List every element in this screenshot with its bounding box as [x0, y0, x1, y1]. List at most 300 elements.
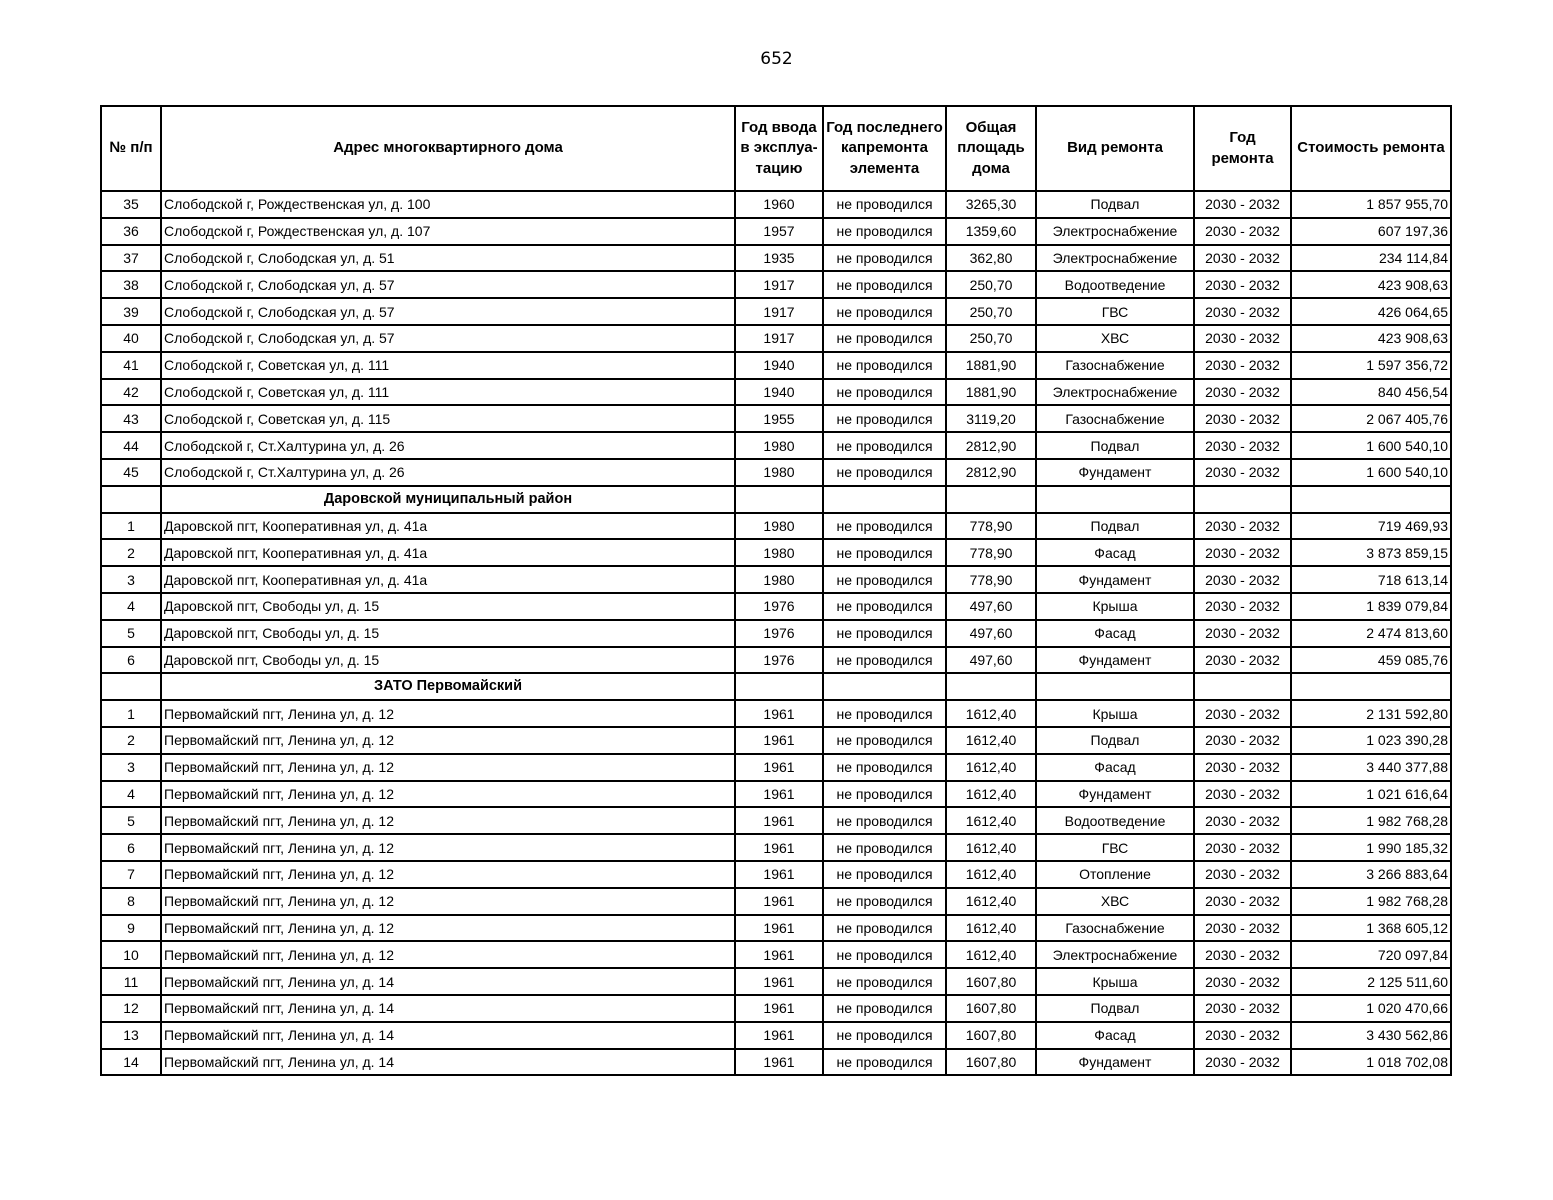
row-address: Первомайский пгт, Ленина ул, д. 12	[161, 915, 735, 942]
table-row	[101, 727, 1451, 754]
row-area: 497,60	[946, 593, 1036, 620]
row-repair-type: Водоотведение	[1036, 271, 1194, 298]
row-repair-type: Газоснабжение	[1036, 352, 1194, 379]
row-area: 497,60	[946, 620, 1036, 647]
table-row	[101, 700, 1451, 727]
row-address: Первомайский пгт, Ленина ул, д. 14	[161, 968, 735, 995]
row-address: Слободской г, Рождественская ул, д. 100	[161, 191, 735, 218]
row-last-repair: не проводился	[823, 915, 946, 942]
table-row	[101, 754, 1451, 781]
empty-cell	[735, 673, 823, 700]
table-row	[101, 539, 1451, 566]
row-address: Слободской г, Рождественская ул, д. 107	[161, 218, 735, 245]
row-area: 1612,40	[946, 727, 1036, 754]
row-year-built: 1961	[735, 888, 823, 915]
table-body	[101, 191, 1451, 1075]
row-area: 2812,90	[946, 459, 1036, 486]
row-repair-type: Подвал	[1036, 513, 1194, 540]
row-address: Слободской г, Советская ул, д. 115	[161, 405, 735, 432]
table-row	[101, 325, 1451, 352]
row-cost: 234 114,84	[1291, 245, 1451, 272]
row-address: Слободской г, Советская ул, д. 111	[161, 352, 735, 379]
row-repair-type: Фасад	[1036, 1022, 1194, 1049]
row-year-built: 1961	[735, 754, 823, 781]
row-cost: 1 597 356,72	[1291, 352, 1451, 379]
row-number: 12	[101, 995, 161, 1022]
row-number: 38	[101, 271, 161, 298]
row-cost: 1 982 768,28	[1291, 888, 1451, 915]
row-repair-period: 2030 - 2032	[1194, 647, 1291, 674]
row-address: Слободской г, Слободская ул, д. 57	[161, 325, 735, 352]
table-row	[101, 620, 1451, 647]
row-number: 42	[101, 379, 161, 406]
row-repair-type: ХВС	[1036, 325, 1194, 352]
row-cost: 720 097,84	[1291, 941, 1451, 968]
row-number: 41	[101, 352, 161, 379]
row-repair-period: 2030 - 2032	[1194, 432, 1291, 459]
row-area: 1607,80	[946, 968, 1036, 995]
row-repair-period: 2030 - 2032	[1194, 271, 1291, 298]
table-row	[101, 593, 1451, 620]
row-last-repair: не проводился	[823, 405, 946, 432]
section-row	[101, 673, 1451, 700]
row-cost: 1 982 768,28	[1291, 807, 1451, 834]
row-last-repair: не проводился	[823, 995, 946, 1022]
row-year-built: 1961	[735, 1049, 823, 1076]
row-repair-type: Фундамент	[1036, 647, 1194, 674]
row-repair-type: Электроснабжение	[1036, 218, 1194, 245]
row-year-built: 1917	[735, 271, 823, 298]
row-area: 1612,40	[946, 861, 1036, 888]
row-year-built: 1961	[735, 1022, 823, 1049]
row-area: 1607,80	[946, 1022, 1036, 1049]
row-area: 1607,80	[946, 995, 1036, 1022]
row-last-repair: не проводился	[823, 352, 946, 379]
row-repair-type: Фасад	[1036, 620, 1194, 647]
row-repair-period: 2030 - 2032	[1194, 888, 1291, 915]
row-area: 778,90	[946, 539, 1036, 566]
row-repair-period: 2030 - 2032	[1194, 593, 1291, 620]
header-row	[101, 106, 1451, 191]
empty-cell	[735, 486, 823, 513]
section-title: Даровской муниципальный район	[161, 486, 735, 513]
table-row	[101, 968, 1451, 995]
row-repair-period: 2030 - 2032	[1194, 245, 1291, 272]
row-address: Первомайский пгт, Ленина ул, д. 12	[161, 781, 735, 808]
row-year-built: 1957	[735, 218, 823, 245]
row-number: 3	[101, 566, 161, 593]
row-repair-period: 2030 - 2032	[1194, 191, 1291, 218]
row-repair-type: Подвал	[1036, 191, 1194, 218]
row-number: 6	[101, 834, 161, 861]
table-row	[101, 807, 1451, 834]
row-area: 1881,90	[946, 352, 1036, 379]
row-last-repair: не проводился	[823, 781, 946, 808]
row-last-repair: не проводился	[823, 325, 946, 352]
row-address: Слободской г, Ст.Халтурина ул, д. 26	[161, 459, 735, 486]
header-num: № п/п	[101, 106, 161, 191]
row-cost: 1 018 702,08	[1291, 1049, 1451, 1076]
row-address: Первомайский пгт, Ленина ул, д. 12	[161, 727, 735, 754]
row-year-built: 1980	[735, 459, 823, 486]
row-cost: 423 908,63	[1291, 271, 1451, 298]
empty-cell	[101, 486, 161, 513]
row-address: Первомайский пгт, Ленина ул, д. 12	[161, 754, 735, 781]
row-year-built: 1980	[735, 513, 823, 540]
row-address: Слободской г, Слободская ул, д. 51	[161, 245, 735, 272]
row-last-repair: не проводился	[823, 432, 946, 459]
table-row	[101, 379, 1451, 406]
row-repair-period: 2030 - 2032	[1194, 218, 1291, 245]
table-row	[101, 834, 1451, 861]
row-address: Первомайский пгт, Ленина ул, д. 14	[161, 995, 735, 1022]
row-area: 2812,90	[946, 432, 1036, 459]
row-last-repair: не проводился	[823, 834, 946, 861]
empty-cell	[1036, 673, 1194, 700]
row-number: 43	[101, 405, 161, 432]
row-year-built: 1961	[735, 727, 823, 754]
header-cost: Стоимость ремонта	[1291, 106, 1451, 191]
table-row	[101, 459, 1451, 486]
row-last-repair: не проводился	[823, 754, 946, 781]
row-cost: 2 131 592,80	[1291, 700, 1451, 727]
table-row	[101, 995, 1451, 1022]
header-year-built: Год ввода в эксплуа-тацию	[735, 106, 823, 191]
row-repair-type: Подвал	[1036, 432, 1194, 459]
row-address: Даровской пгт, Свободы ул, д. 15	[161, 647, 735, 674]
row-address: Первомайский пгт, Ленина ул, д. 12	[161, 888, 735, 915]
row-repair-type: Фундамент	[1036, 781, 1194, 808]
row-number: 10	[101, 941, 161, 968]
row-repair-period: 2030 - 2032	[1194, 405, 1291, 432]
row-cost: 3 873 859,15	[1291, 539, 1451, 566]
row-address: Первомайский пгт, Ленина ул, д. 12	[161, 807, 735, 834]
table-row	[101, 352, 1451, 379]
row-year-built: 1976	[735, 620, 823, 647]
row-number: 4	[101, 781, 161, 808]
row-number: 14	[101, 1049, 161, 1076]
row-cost: 719 469,93	[1291, 513, 1451, 540]
row-area: 1612,40	[946, 754, 1036, 781]
row-number: 7	[101, 861, 161, 888]
row-last-repair: не проводился	[823, 807, 946, 834]
empty-cell	[1194, 486, 1291, 513]
row-year-built: 1961	[735, 941, 823, 968]
row-repair-period: 2030 - 2032	[1194, 566, 1291, 593]
row-cost: 1 839 079,84	[1291, 593, 1451, 620]
row-year-built: 1961	[735, 781, 823, 808]
row-address: Слободской г, Советская ул, д. 111	[161, 379, 735, 406]
row-area: 497,60	[946, 647, 1036, 674]
row-last-repair: не проводился	[823, 968, 946, 995]
row-repair-period: 2030 - 2032	[1194, 754, 1291, 781]
empty-cell	[1291, 673, 1451, 700]
row-last-repair: не проводился	[823, 1049, 946, 1076]
table-row	[101, 566, 1451, 593]
row-cost: 459 085,76	[1291, 647, 1451, 674]
row-area: 1612,40	[946, 781, 1036, 808]
row-repair-period: 2030 - 2032	[1194, 539, 1291, 566]
row-year-built: 1935	[735, 245, 823, 272]
row-area: 778,90	[946, 566, 1036, 593]
row-cost: 1 023 390,28	[1291, 727, 1451, 754]
row-address: Слободской г, Ст.Халтурина ул, д. 26	[161, 432, 735, 459]
row-last-repair: не проводился	[823, 271, 946, 298]
row-repair-period: 2030 - 2032	[1194, 513, 1291, 540]
row-repair-type: Электроснабжение	[1036, 245, 1194, 272]
row-cost: 2 125 511,60	[1291, 968, 1451, 995]
row-address: Даровской пгт, Свободы ул, д. 15	[161, 593, 735, 620]
row-year-built: 1955	[735, 405, 823, 432]
row-number: 1	[101, 700, 161, 727]
page-number: 652	[760, 49, 793, 69]
row-repair-type: Электроснабжение	[1036, 941, 1194, 968]
row-area: 1612,40	[946, 834, 1036, 861]
row-repair-type: Фундамент	[1036, 566, 1194, 593]
row-repair-period: 2030 - 2032	[1194, 968, 1291, 995]
row-number: 35	[101, 191, 161, 218]
row-repair-period: 2030 - 2032	[1194, 727, 1291, 754]
row-cost: 2 067 405,76	[1291, 405, 1451, 432]
row-year-built: 1961	[735, 861, 823, 888]
row-address: Даровской пгт, Кооперативная ул, д. 41а	[161, 513, 735, 540]
row-number: 39	[101, 298, 161, 325]
row-repair-type: Фасад	[1036, 539, 1194, 566]
row-last-repair: не проводился	[823, 593, 946, 620]
row-repair-type: Крыша	[1036, 593, 1194, 620]
row-last-repair: не проводился	[823, 298, 946, 325]
row-cost: 1 600 540,10	[1291, 459, 1451, 486]
row-cost: 1 020 470,66	[1291, 995, 1451, 1022]
repair-register-table	[100, 105, 1452, 1076]
row-last-repair: не проводился	[823, 861, 946, 888]
row-year-built: 1980	[735, 566, 823, 593]
row-repair-period: 2030 - 2032	[1194, 459, 1291, 486]
row-repair-period: 2030 - 2032	[1194, 352, 1291, 379]
row-address: Даровской пгт, Свободы ул, д. 15	[161, 620, 735, 647]
row-area: 1607,80	[946, 1049, 1036, 1076]
row-repair-type: Отопление	[1036, 861, 1194, 888]
row-area: 1612,40	[946, 941, 1036, 968]
row-repair-type: ГВС	[1036, 834, 1194, 861]
row-number: 44	[101, 432, 161, 459]
row-number: 37	[101, 245, 161, 272]
empty-cell	[1036, 486, 1194, 513]
empty-cell	[946, 486, 1036, 513]
row-last-repair: не проводился	[823, 191, 946, 218]
row-last-repair: не проводился	[823, 700, 946, 727]
table-row	[101, 245, 1451, 272]
row-cost: 840 456,54	[1291, 379, 1451, 406]
row-cost: 1 368 605,12	[1291, 915, 1451, 942]
row-cost: 3 266 883,64	[1291, 861, 1451, 888]
row-address: Первомайский пгт, Ленина ул, д. 12	[161, 941, 735, 968]
table-row	[101, 1049, 1451, 1076]
row-year-built: 1961	[735, 834, 823, 861]
table-row	[101, 271, 1451, 298]
row-repair-type: Водоотведение	[1036, 807, 1194, 834]
row-year-built: 1961	[735, 700, 823, 727]
table-row	[101, 647, 1451, 674]
row-address: Первомайский пгт, Ленина ул, д. 12	[161, 700, 735, 727]
row-repair-period: 2030 - 2032	[1194, 807, 1291, 834]
row-area: 362,80	[946, 245, 1036, 272]
row-last-repair: не проводился	[823, 245, 946, 272]
row-repair-type: Крыша	[1036, 700, 1194, 727]
row-area: 1612,40	[946, 915, 1036, 942]
row-repair-period: 2030 - 2032	[1194, 379, 1291, 406]
row-last-repair: не проводился	[823, 218, 946, 245]
empty-cell	[823, 486, 946, 513]
row-area: 250,70	[946, 271, 1036, 298]
row-year-built: 1976	[735, 647, 823, 674]
row-number: 4	[101, 593, 161, 620]
section-title: ЗАТО Первомайский	[161, 673, 735, 700]
row-number: 2	[101, 727, 161, 754]
row-repair-type: Подвал	[1036, 727, 1194, 754]
row-cost: 607 197,36	[1291, 218, 1451, 245]
row-cost: 426 064,65	[1291, 298, 1451, 325]
row-cost: 1 857 955,70	[1291, 191, 1451, 218]
row-address: Первомайский пгт, Ленина ул, д. 14	[161, 1022, 735, 1049]
row-repair-type: ХВС	[1036, 888, 1194, 915]
row-repair-period: 2030 - 2032	[1194, 325, 1291, 352]
row-year-built: 1980	[735, 539, 823, 566]
table-row	[101, 432, 1451, 459]
row-year-built: 1961	[735, 995, 823, 1022]
row-repair-type: Фундамент	[1036, 1049, 1194, 1076]
row-number: 5	[101, 620, 161, 647]
row-number: 6	[101, 647, 161, 674]
row-area: 1881,90	[946, 379, 1036, 406]
table-row	[101, 298, 1451, 325]
empty-cell	[1291, 486, 1451, 513]
row-repair-type: ГВС	[1036, 298, 1194, 325]
table-row	[101, 941, 1451, 968]
row-last-repair: не проводился	[823, 566, 946, 593]
row-number: 5	[101, 807, 161, 834]
row-year-built: 1976	[735, 593, 823, 620]
header-address: Адрес многоквартирного дома	[161, 106, 735, 191]
row-last-repair: не проводился	[823, 513, 946, 540]
row-year-built: 1917	[735, 298, 823, 325]
row-cost: 1 021 616,64	[1291, 781, 1451, 808]
table-row	[101, 218, 1451, 245]
row-last-repair: не проводился	[823, 941, 946, 968]
row-repair-period: 2030 - 2032	[1194, 941, 1291, 968]
row-cost: 718 613,14	[1291, 566, 1451, 593]
row-year-built: 1961	[735, 915, 823, 942]
row-repair-type: Электроснабжение	[1036, 379, 1194, 406]
row-repair-period: 2030 - 2032	[1194, 915, 1291, 942]
row-number: 45	[101, 459, 161, 486]
row-last-repair: не проводился	[823, 1022, 946, 1049]
row-area: 1612,40	[946, 807, 1036, 834]
row-repair-period: 2030 - 2032	[1194, 834, 1291, 861]
row-cost: 3 440 377,88	[1291, 754, 1451, 781]
row-area: 3265,30	[946, 191, 1036, 218]
row-repair-period: 2030 - 2032	[1194, 298, 1291, 325]
row-repair-type: Подвал	[1036, 995, 1194, 1022]
section-row	[101, 486, 1451, 513]
row-number: 9	[101, 915, 161, 942]
row-year-built: 1917	[735, 325, 823, 352]
empty-cell	[1194, 673, 1291, 700]
row-cost: 2 474 813,60	[1291, 620, 1451, 647]
row-number: 13	[101, 1022, 161, 1049]
row-repair-period: 2030 - 2032	[1194, 995, 1291, 1022]
row-cost: 3 430 562,86	[1291, 1022, 1451, 1049]
row-last-repair: не проводился	[823, 727, 946, 754]
table-row	[101, 405, 1451, 432]
empty-cell	[823, 673, 946, 700]
row-address: Первомайский пгт, Ленина ул, д. 14	[161, 1049, 735, 1076]
row-cost: 1 600 540,10	[1291, 432, 1451, 459]
row-year-built: 1980	[735, 432, 823, 459]
row-repair-period: 2030 - 2032	[1194, 781, 1291, 808]
table-row	[101, 513, 1451, 540]
row-number: 3	[101, 754, 161, 781]
row-cost: 423 908,63	[1291, 325, 1451, 352]
row-area: 3119,20	[946, 405, 1036, 432]
row-year-built: 1961	[735, 807, 823, 834]
empty-cell	[946, 673, 1036, 700]
row-last-repair: не проводился	[823, 888, 946, 915]
table-row	[101, 861, 1451, 888]
row-number: 2	[101, 539, 161, 566]
header-repair-type: Вид ремонта	[1036, 106, 1194, 191]
row-address: Слободской г, Слободская ул, д. 57	[161, 271, 735, 298]
row-last-repair: не проводился	[823, 539, 946, 566]
row-repair-period: 2030 - 2032	[1194, 861, 1291, 888]
row-last-repair: не проводился	[823, 647, 946, 674]
row-last-repair: не проводился	[823, 620, 946, 647]
row-address: Даровской пгт, Кооперативная ул, д. 41а	[161, 539, 735, 566]
row-number: 36	[101, 218, 161, 245]
row-number: 8	[101, 888, 161, 915]
row-area: 1612,40	[946, 888, 1036, 915]
row-address: Первомайский пгт, Ленина ул, д. 12	[161, 861, 735, 888]
row-address: Даровской пгт, Кооперативная ул, д. 41а	[161, 566, 735, 593]
empty-cell	[101, 673, 161, 700]
table-row	[101, 781, 1451, 808]
row-number: 1	[101, 513, 161, 540]
row-repair-period: 2030 - 2032	[1194, 700, 1291, 727]
table-row	[101, 888, 1451, 915]
row-address: Первомайский пгт, Ленина ул, д. 12	[161, 834, 735, 861]
table-row	[101, 915, 1451, 942]
header-area: Общая площадь дома	[946, 106, 1036, 191]
row-last-repair: не проводился	[823, 459, 946, 486]
row-address: Слободской г, Слободская ул, д. 57	[161, 298, 735, 325]
row-repair-period: 2030 - 2032	[1194, 1022, 1291, 1049]
table-row	[101, 1022, 1451, 1049]
row-number: 11	[101, 968, 161, 995]
row-last-repair: не проводился	[823, 379, 946, 406]
row-number: 40	[101, 325, 161, 352]
table-row	[101, 191, 1451, 218]
row-repair-type: Фасад	[1036, 754, 1194, 781]
row-repair-type: Газоснабжение	[1036, 915, 1194, 942]
row-area: 1612,40	[946, 700, 1036, 727]
header-repair-period: Год ремонта	[1194, 106, 1291, 191]
row-area: 250,70	[946, 325, 1036, 352]
row-area: 778,90	[946, 513, 1036, 540]
row-area: 1359,60	[946, 218, 1036, 245]
row-area: 250,70	[946, 298, 1036, 325]
row-year-built: 1961	[735, 968, 823, 995]
row-year-built: 1960	[735, 191, 823, 218]
